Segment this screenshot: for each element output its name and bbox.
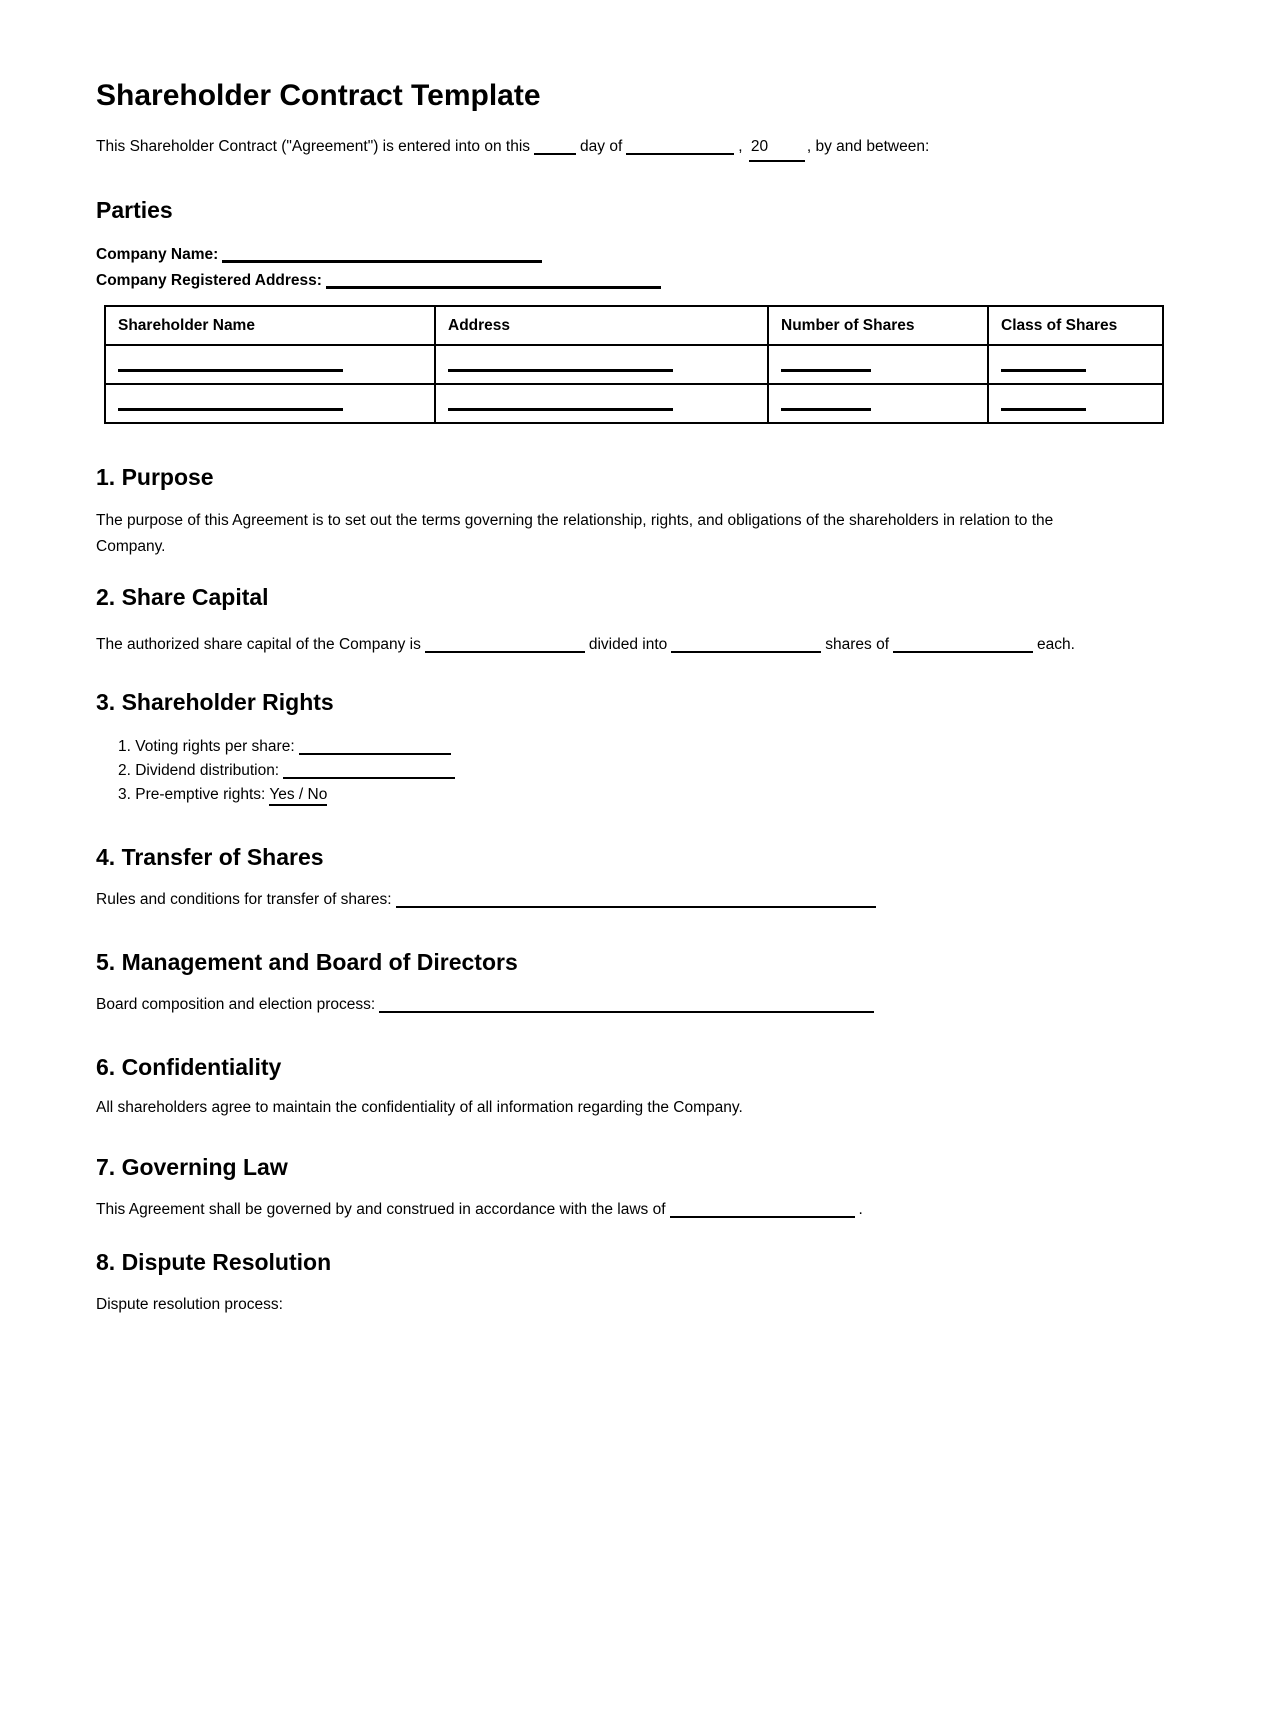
section-heading-share-capital: 2. Share Capital (96, 584, 269, 610)
table-header-address: Address (435, 306, 768, 345)
dispute-label: Dispute resolution process: (96, 1296, 283, 1313)
cell-blank-line (118, 356, 343, 372)
transfer-blank-line (396, 895, 876, 908)
table-header-row (105, 306, 1163, 345)
list-item-text: 1. Voting rights per share: (118, 738, 295, 755)
intro-text-2: day of (580, 138, 623, 155)
day-blank-line (534, 142, 576, 155)
company-name-blank-line (222, 250, 542, 263)
section-heading-transfer-of-shares: 4. Transfer of Shares (96, 844, 324, 870)
section-heading-parties: Parties (96, 197, 173, 223)
document-content (96, 0, 1118, 1318)
table-cell-shareholder-name (105, 384, 435, 423)
table-header-shareholder-name: Shareholder Name (105, 306, 435, 345)
governing-law-text: This Agreement shall be governed by and construed in accordance with the laws of (96, 1201, 666, 1218)
dividend-blank-line (283, 766, 455, 779)
table-cell-class-of-shares (988, 345, 1163, 384)
shareholders-table (104, 305, 1164, 424)
capital-amount-blank-line (425, 640, 585, 653)
management-label: Board composition and election process: (96, 996, 376, 1013)
company-address-blank-line (326, 276, 661, 289)
share-capital-paragraph (96, 632, 1096, 658)
section-heading-dispute-resolution: 8. Dispute Resolution (96, 1249, 332, 1275)
confidentiality-paragraph: All shareholders agree to maintain the confidentiality of all information regarding the Company. (96, 1099, 743, 1116)
table-cell-address (435, 345, 768, 384)
cell-blank-line (448, 356, 673, 372)
intro-comma: , (738, 138, 743, 155)
month-blank-line (626, 142, 734, 155)
share-capital-text-4: each. (1037, 636, 1075, 653)
company-info-block (96, 242, 1096, 294)
table-cell-address (435, 384, 768, 423)
governing-law-blank-line (670, 1205, 855, 1218)
intro-text-3: , by and between: (806, 138, 930, 155)
cell-blank-line (1001, 356, 1086, 372)
management-paragraph (96, 992, 1096, 1018)
company-name-line (96, 242, 1096, 268)
cell-blank-line (1001, 395, 1086, 411)
section-heading-governing-law: 7. Governing Law (96, 1154, 288, 1180)
section-heading-purpose: 1. Purpose (96, 464, 214, 490)
intro-paragraph (96, 134, 1096, 162)
board-composition-blank-line (379, 1000, 874, 1013)
company-address-label: Company Registered Address: (96, 272, 322, 289)
voting-rights-blank-line (299, 742, 451, 755)
table-header-class-of-shares: Class of Shares (988, 306, 1163, 345)
cell-blank-line (118, 395, 343, 411)
table-cell-shareholder-name (105, 345, 435, 384)
governing-law-period: . (858, 1201, 863, 1218)
cell-blank-line (781, 356, 871, 372)
cell-blank-line (781, 395, 871, 411)
share-value-blank-line (893, 640, 1033, 653)
governing-law-paragraph (96, 1197, 1096, 1223)
table-cell-class-of-shares (988, 384, 1163, 423)
section-heading-confidentiality: 6. Confidentiality (96, 1054, 282, 1080)
table-row (105, 384, 1163, 423)
share-capital-text-2: divided into (588, 636, 668, 653)
purpose-paragraph: The purpose of this Agreement is to set out the terms governing the relationship, rights, and obligations of the shareholders in relation to the Company. (96, 512, 1054, 555)
intro-text-1: This Shareholder Contract ("Agreement") is entered into on this (96, 138, 531, 155)
dispute-paragraph (96, 1292, 1096, 1318)
cell-blank-line (448, 395, 673, 411)
list-item-pre-emptive-rights (118, 783, 1096, 807)
year-prefix: 20 (750, 138, 769, 155)
table-cell-number-of-shares (768, 345, 988, 384)
section-heading-management: 5. Management and Board of Directors (96, 949, 518, 975)
share-count-blank-line (671, 640, 821, 653)
company-address-line (96, 268, 1096, 294)
list-item-voting-rights (118, 735, 1096, 759)
section-heading-shareholder-rights: 3. Shareholder Rights (96, 689, 334, 715)
table-row (105, 345, 1163, 384)
share-capital-text-1: The authorized share capital of the Company is (96, 636, 421, 653)
page-title: Shareholder Contract Template (96, 79, 541, 112)
year-blank-line (749, 134, 805, 162)
list-item-text: 3. Pre-emptive rights: (118, 786, 266, 803)
list-item-dividend-distribution (118, 759, 1096, 783)
transfer-label: Rules and conditions for transfer of shares: (96, 891, 392, 908)
shareholder-rights-list (118, 735, 1096, 807)
share-capital-text-3: shares of (825, 636, 890, 653)
company-name-label: Company Name: (96, 246, 219, 263)
table-header-number-of-shares: Number of Shares (768, 306, 988, 345)
list-item-text: 2. Dividend distribution: (118, 762, 280, 779)
yes-no-choice: Yes / No (269, 786, 327, 806)
transfer-paragraph (96, 887, 1096, 913)
table-cell-number-of-shares (768, 384, 988, 423)
